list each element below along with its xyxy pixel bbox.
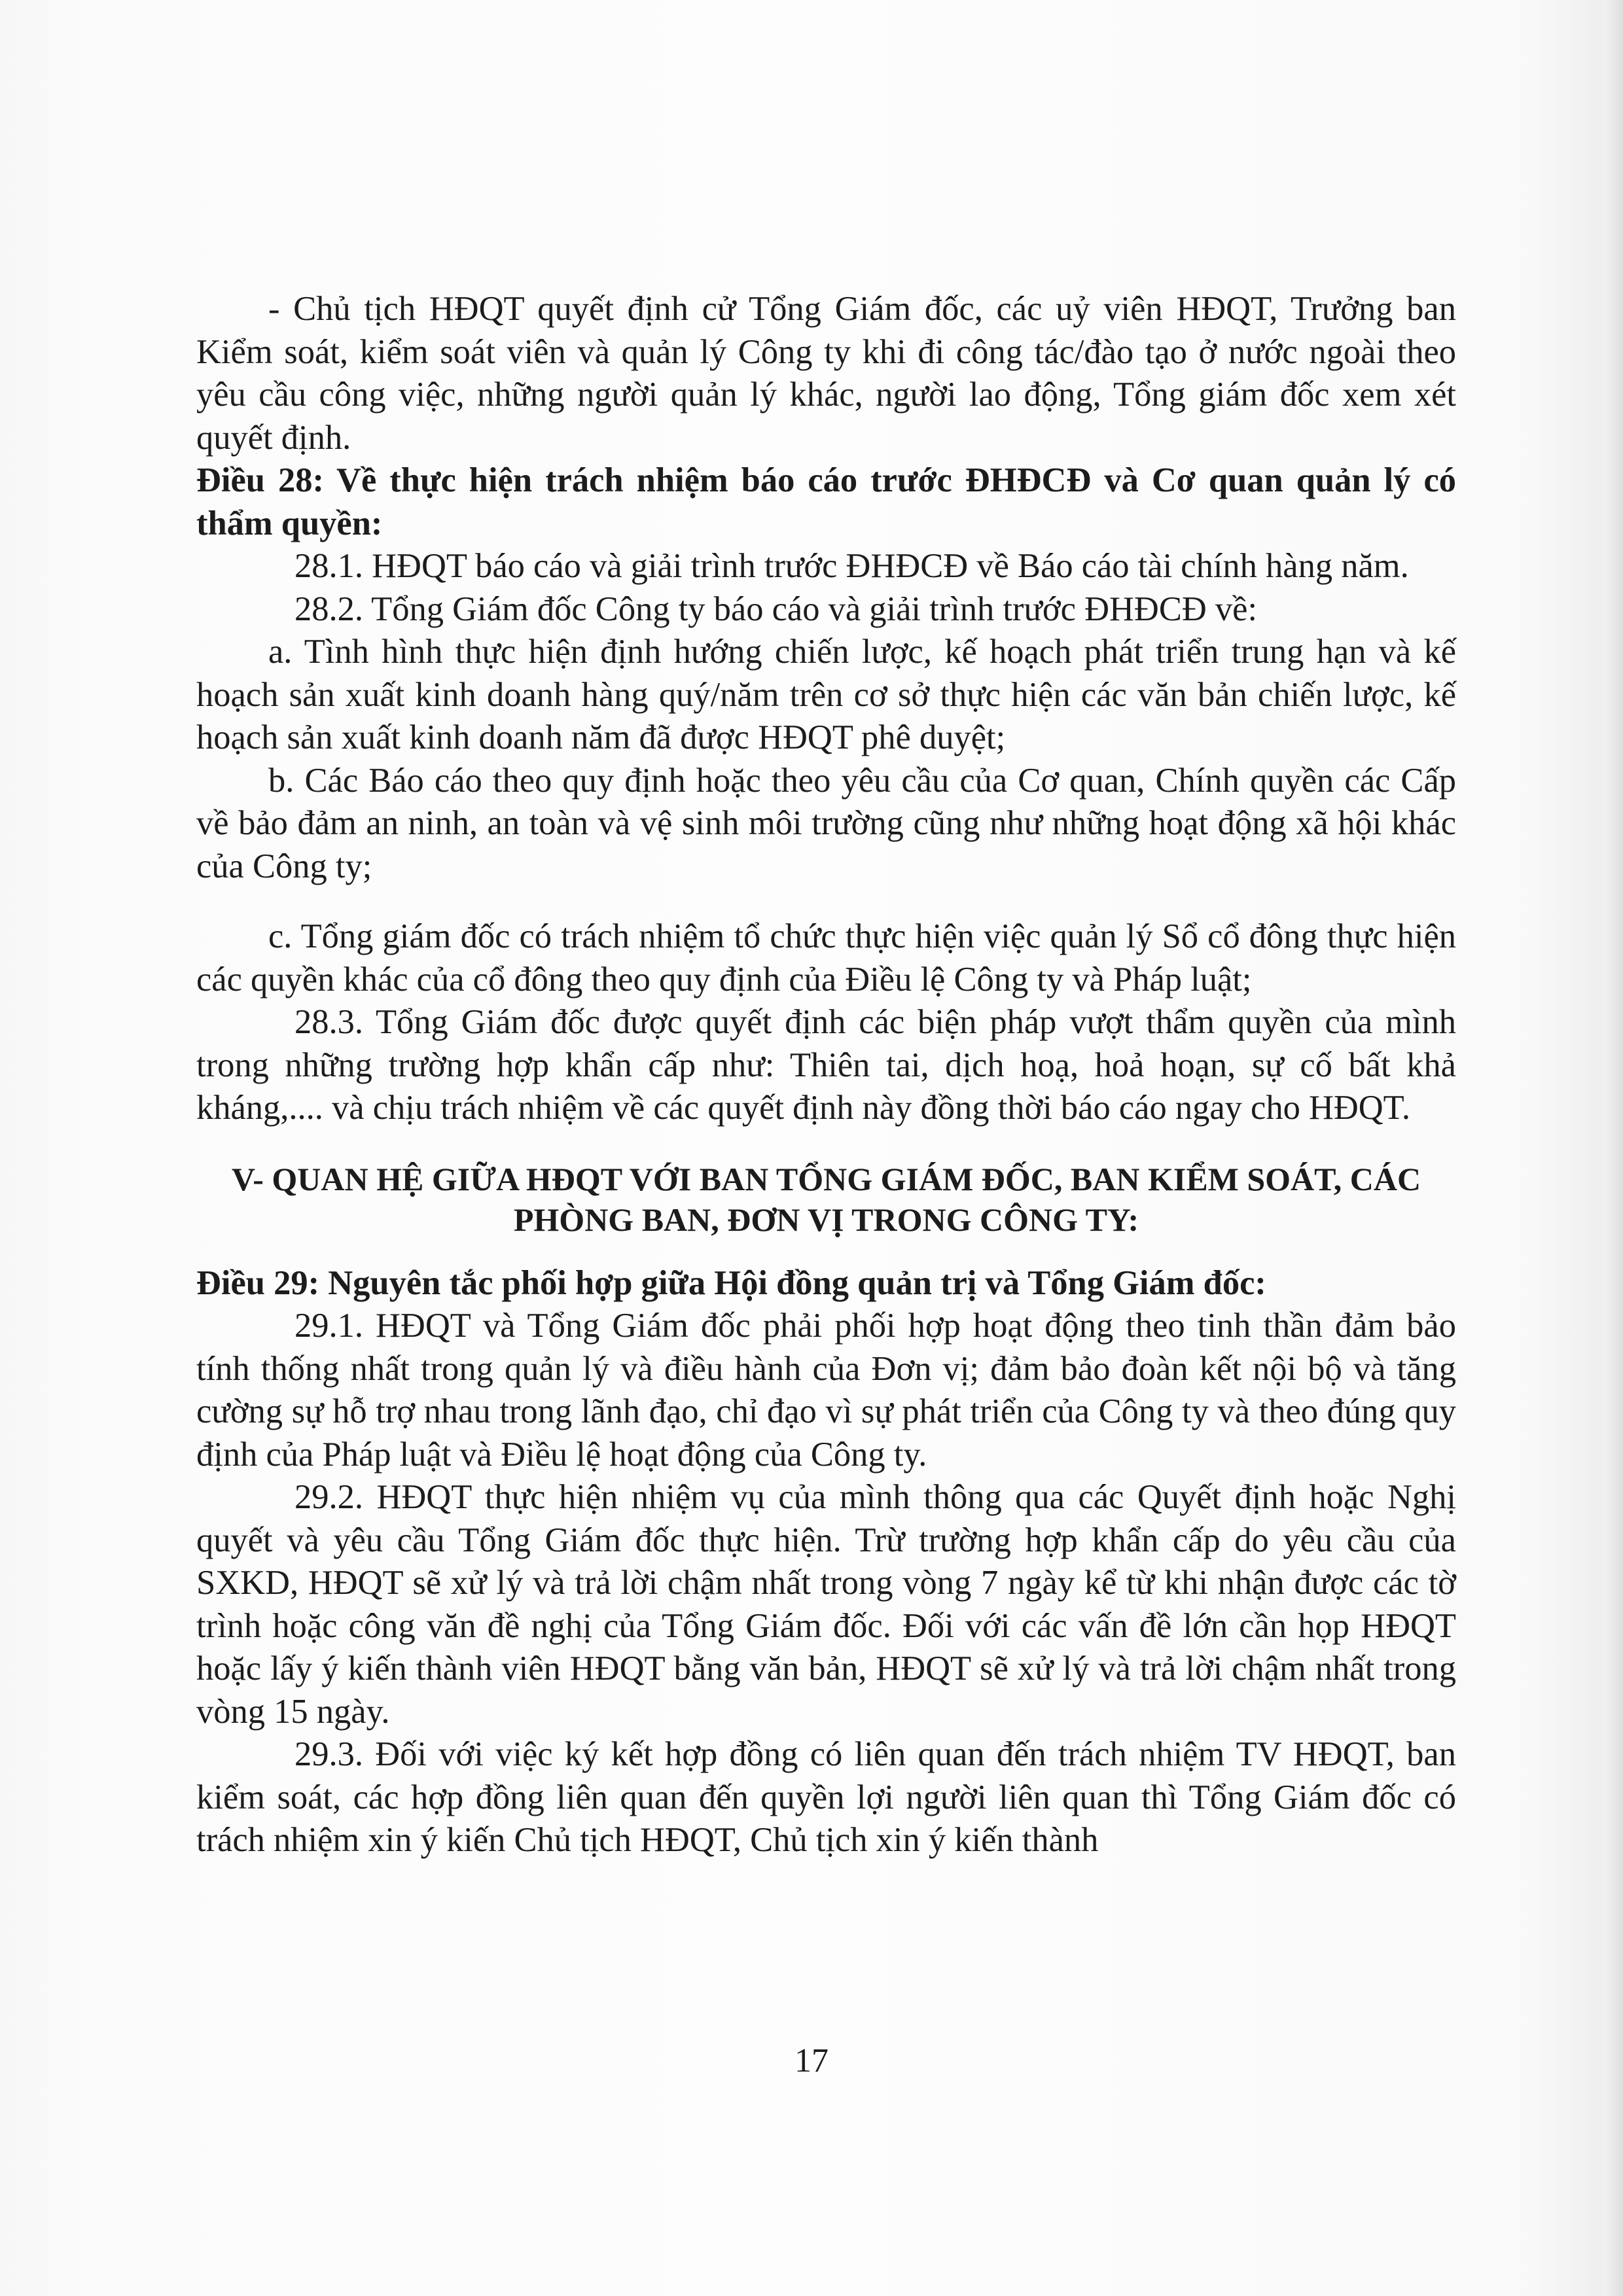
- article-29-heading: Điều 29: Nguyên tắc phối hợp giữa Hội đồng quản trị và Tổng Giám đốc:: [196, 1263, 1266, 1302]
- clause-28-2-b: b. Các Báo cáo theo quy định hoặc theo yêu cầu của Cơ quan, Chính quyền các Cấp về bảo đảm an ninh, an toàn và vệ sinh môi trường cũng như những hoạt động xã hội khác của Công ty;: [196, 761, 1456, 885]
- section-v-heading: V- QUAN HỆ GIỮA HĐQT VỚI BAN TỔNG GIÁM ĐỐC, BAN KIỂM SOÁT, CÁC PHÒNG BAN, ĐƠN VỊ TRONG CÔNG TY:: [231, 1160, 1421, 1238]
- document-body: [196, 288, 1456, 1862]
- clause-29-3: 29.3. Đối với việc ký kết hợp đồng có liên quan đến trách nhiệm TV HĐQT, ban kiểm soát, các hợp đồng liên quan đến quyền lợi người liên quan thì Tổng Giám đốc có trách nhiệm xin ý kiến Chủ tịch HĐQT, Chủ tịch xin ý kiến thành: [196, 1735, 1456, 1859]
- clause-29-2: 29.2. HĐQT thực hiện nhiệm vụ của mình thông qua các Quyết định hoặc Nghị quyết và yêu cầu Tổng Giám đốc thực hiện. Trừ trường hợp khẩn cấp do yêu cầu của SXKD, HĐQT sẽ xử lý và trả lời chậm nhất trong vòng 7 ngày kể từ khi nhận được các tờ trình hoặc công văn đề nghị của Tổng Giám đốc. Đối với các vấn đề lớn cần họp HĐQT hoặc lấy ý kiến thành viên HĐQT bằng văn bản, HĐQT sẽ xử lý và trả lời chậm nhất trong vòng 15 ngày.: [196, 1478, 1456, 1731]
- page-edge-shadow: [1603, 0, 1623, 2296]
- clause-28-3: 28.3. Tổng Giám đốc được quyết định các biện pháp vượt thẩm quyền của mình trong những trường hợp khẩn cấp như: Thiên tai, dịch hoạ, hoả hoạn, sự cố bất khả kháng,.... và chịu trách nhiệm về các quyết định này đồng thời báo cáo ngay cho HĐQT.: [196, 1003, 1456, 1127]
- clause-28-2: 28.2. Tổng Giám đốc Công ty báo cáo và giải trình trước ĐHĐCĐ về:: [294, 590, 1258, 628]
- clause-28-1: 28.1. HĐQT báo cáo và giải trình trước ĐHĐCĐ về Báo cáo tài chính hàng năm.: [294, 547, 1409, 585]
- clause-29-1: 29.1. HĐQT và Tổng Giám đốc phải phối hợp hoạt động theo tinh thần đảm bảo tính thống nhất trong quản lý và điều hành của Đơn vị; đảm bảo đoàn kết nội bộ và tăng cường sự hỗ trợ nhau trong lãnh đạo, chỉ đạo vì sự phát triển của Công ty và theo đúng quy định của Pháp luật và Điều lệ hoạt động của Công ty.: [196, 1307, 1456, 1474]
- paragraph-chairman-decision: - Chủ tịch HĐQT quyết định cử Tổng Giám đốc, các uỷ viên HĐQT, Trưởng ban Kiểm soát, kiểm soát viên và quản lý Công ty khi đi công tác/đào tạo ở nước ngoài theo yêu cầu công việc, những người quản lý khác, người lao động, Tổng giám đốc xem xét quyết định.: [196, 290, 1456, 457]
- page-number: 17: [794, 2042, 829, 2079]
- article-28-heading: Điều 28: Về thực hiện trách nhiệm báo cáo trước ĐHĐCĐ và Cơ quan quản lý có thẩm quyền:: [196, 461, 1456, 542]
- clause-28-2-a: a. Tình hình thực hiện định hướng chiến lược, kế hoạch phát triển trung hạn và kế hoạch sản xuất kinh doanh hàng quý/năm trên cơ sở thực hiện các văn bản chiến lược, kế hoạch sản xuất kinh doanh năm đã được HĐQT phê duyệt;: [196, 633, 1456, 756]
- clause-28-2-c: c. Tổng giám đốc có trách nhiệm tổ chức thực hiện việc quản lý Sổ cổ đông thực hiện các quyền khác của cổ đông theo quy định của Điều lệ Công ty và Pháp luật;: [196, 917, 1456, 998]
